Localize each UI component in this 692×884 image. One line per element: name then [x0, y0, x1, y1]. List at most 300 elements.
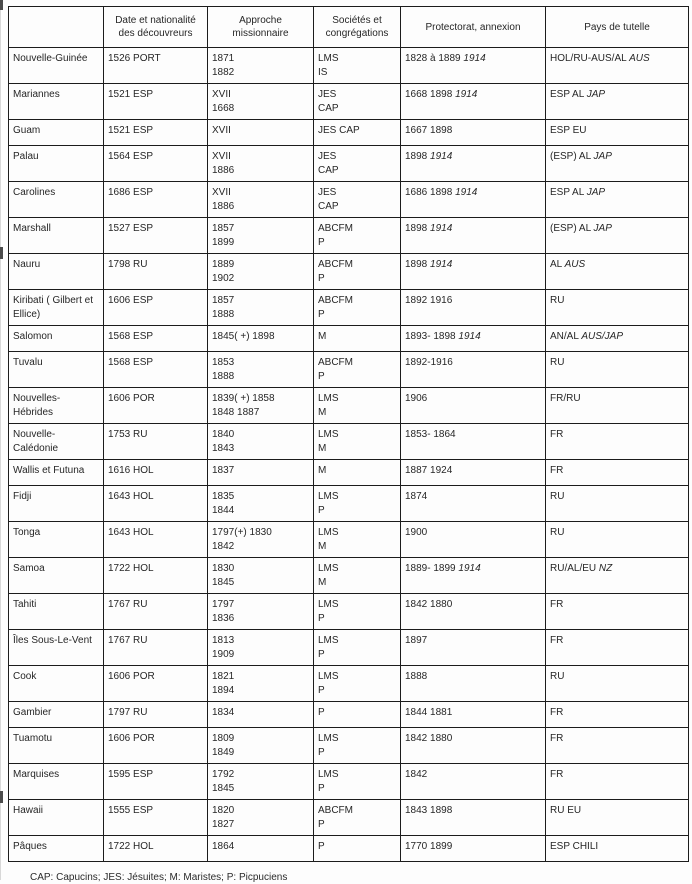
table-cell [546, 702, 689, 728]
table-cell [208, 594, 314, 630]
table-cell [104, 120, 208, 146]
cell-line: 1882 [212, 67, 235, 78]
table-cell [314, 630, 401, 666]
cell-line: Hébrides [13, 407, 54, 418]
table-cell [401, 84, 546, 120]
table-cell [104, 558, 208, 594]
table-cell [208, 486, 314, 522]
header-row [9, 7, 689, 48]
island-name-cell [9, 120, 104, 146]
cell-line: 1820 [212, 805, 235, 816]
island-name-cell [9, 326, 104, 352]
cell-line: 1886 [212, 201, 235, 212]
cell-line: JES [318, 151, 337, 162]
header-cell: Protectorat, annexion [401, 7, 546, 48]
table-row [9, 630, 689, 666]
cell-line: P [318, 273, 325, 284]
cell-line: 1753 RU [108, 429, 148, 440]
island-name-cell [9, 522, 104, 558]
scan-edge-artifact [0, 0, 3, 10]
cell-line: 1827 [212, 819, 235, 830]
table-row [9, 666, 689, 702]
table-cell [546, 800, 689, 836]
cell-line: 1887 1924 [405, 465, 453, 476]
table-cell [104, 460, 208, 486]
cell-line: Gambier [13, 707, 52, 718]
table-cell [546, 182, 689, 218]
cell-line: 1821 [212, 671, 235, 682]
cell-line: 1797 [212, 599, 235, 610]
table-row [9, 424, 689, 460]
cell-line: CAP [318, 103, 339, 114]
cell-line: JES CAP [318, 125, 360, 136]
header-cell: Pays de tutelle [546, 7, 689, 48]
table-cell [104, 702, 208, 728]
cell-line: LMS [318, 769, 339, 780]
table-cell [401, 326, 546, 352]
table-cell [546, 594, 689, 630]
cell-line: LMS [318, 563, 339, 574]
cell-line: 1906 [405, 393, 428, 404]
table-row [9, 764, 689, 800]
cell-line: 1842 [405, 769, 428, 780]
table-cell [314, 800, 401, 836]
cell-line: FR [550, 769, 564, 780]
table-cell [401, 800, 546, 836]
cell-line: P [318, 819, 325, 830]
table-cell [401, 558, 546, 594]
cell-line: 1842 1880 [405, 733, 453, 744]
table-cell [401, 254, 546, 290]
table-cell [401, 486, 546, 522]
cell-line: 1722 HOL [108, 841, 154, 852]
table-row [9, 120, 689, 146]
cell-line: 1853- 1864 [405, 429, 456, 440]
table-row [9, 702, 689, 728]
cell-line: Tuamotu [13, 733, 53, 744]
cell-line: LMS [318, 491, 339, 502]
table-cell [104, 48, 208, 84]
table-row [9, 48, 689, 84]
table-cell [314, 254, 401, 290]
cell-line: P [318, 309, 325, 320]
cell-line: 1767 RU [108, 635, 148, 646]
cell-line: ABCFM [318, 805, 353, 816]
table-cell [314, 388, 401, 424]
cell-line: HOL/RU-AUS/AL AUS [550, 53, 650, 64]
table-cell [401, 836, 546, 862]
table-cell [546, 352, 689, 388]
table-cell [314, 146, 401, 182]
cell-line: XVII [212, 151, 231, 162]
table-cell [208, 254, 314, 290]
table-row [9, 594, 689, 630]
cell-line: FR [550, 707, 564, 718]
cell-line: M [318, 541, 327, 552]
table-cell [208, 764, 314, 800]
table-cell [208, 702, 314, 728]
island-name-cell [9, 84, 104, 120]
cell-line: 1898 1914 [405, 259, 453, 270]
cell-line: Wallis et Futuna [13, 465, 85, 476]
cell-line: Nouvelle-Guinée [13, 53, 88, 64]
table-cell [208, 424, 314, 460]
cell-line: Samoa [13, 563, 45, 574]
table-cell [401, 764, 546, 800]
table-cell [401, 290, 546, 326]
cell-line: RU [550, 357, 565, 368]
table-cell [104, 326, 208, 352]
cell-line: LMS [318, 599, 339, 610]
island-name-cell [9, 254, 104, 290]
island-name-cell [9, 702, 104, 728]
cell-line: Nouvelles- [13, 393, 61, 404]
cell-line: ESP CHILI [550, 841, 599, 852]
table-row [9, 146, 689, 182]
cell-line: 1792 [212, 769, 235, 780]
cell-line: 1813 [212, 635, 235, 646]
cell-line: 1871 [212, 53, 235, 64]
table-cell [314, 666, 401, 702]
table-cell [208, 836, 314, 862]
table-cell [104, 254, 208, 290]
cell-line: 1843 1898 [405, 805, 453, 816]
table-cell [104, 666, 208, 702]
cell-line: XVII [212, 125, 231, 136]
cell-line: 1897 [405, 635, 428, 646]
cell-line: Nouvelle- [13, 429, 56, 440]
table-cell [546, 424, 689, 460]
table-cell [208, 728, 314, 764]
island-name-cell [9, 630, 104, 666]
table-row [9, 254, 689, 290]
header-cell: Sociétés et congrégations [314, 7, 401, 48]
table-cell [401, 630, 546, 666]
cell-line: 1797(+) 1830 [212, 527, 272, 538]
table-cell [104, 388, 208, 424]
scan-edge-artifact [0, 791, 3, 803]
cell-line: FR/RU [550, 393, 581, 404]
table-row [9, 84, 689, 120]
island-name-cell [9, 388, 104, 424]
table-cell [546, 290, 689, 326]
cell-line: M [318, 443, 327, 454]
table-cell [546, 558, 689, 594]
cell-line: LMS [318, 635, 339, 646]
island-name-cell [9, 800, 104, 836]
table-cell [208, 120, 314, 146]
cell-line: P [318, 707, 325, 718]
cell-line: RU EU [550, 805, 582, 816]
table-cell [314, 182, 401, 218]
table-cell [314, 460, 401, 486]
cell-line: 1595 ESP [108, 769, 154, 780]
island-name-cell [9, 836, 104, 862]
cell-line: AN/AL AUS/JAP [550, 331, 623, 342]
cell-line: P [318, 371, 325, 382]
table-cell [314, 486, 401, 522]
cell-line: CAP [318, 201, 339, 212]
table-cell [401, 594, 546, 630]
table-cell [104, 290, 208, 326]
cell-line: FR [550, 635, 564, 646]
island-name-cell [9, 728, 104, 764]
table-cell [314, 728, 401, 764]
table-header [9, 7, 689, 48]
cell-line: Hawaii [13, 805, 44, 816]
table-cell [546, 764, 689, 800]
table-cell [401, 424, 546, 460]
cell-line: 1893- 1898 1914 [405, 331, 481, 342]
table-cell [314, 764, 401, 800]
cell-line: 1668 1898 1914 [405, 89, 478, 100]
cell-line: Îles Sous-Le-Vent [13, 635, 92, 646]
cell-line: (ESP) AL JAP [550, 151, 612, 162]
table-cell [208, 352, 314, 388]
table-cell [208, 182, 314, 218]
table-cell [401, 460, 546, 486]
cell-line: 1667 1898 [405, 125, 453, 136]
cell-line: 1606 POR [108, 393, 155, 404]
cell-line: FR [550, 599, 564, 610]
cell-line: 1874 [405, 491, 428, 502]
cell-line: Cook [13, 671, 37, 682]
cell-line: 1888 [212, 309, 235, 320]
cell-line: 1837 [212, 465, 235, 476]
table-cell [104, 764, 208, 800]
table-cell [104, 182, 208, 218]
cell-line: Tahiti [13, 599, 37, 610]
table-cell [208, 146, 314, 182]
island-name-cell [9, 290, 104, 326]
table-row [9, 218, 689, 254]
table-row [9, 352, 689, 388]
table-cell [401, 666, 546, 702]
cell-line: 1770 1899 [405, 841, 453, 852]
table-cell [208, 460, 314, 486]
cell-line: 1902 [212, 273, 235, 284]
island-name-cell [9, 48, 104, 84]
cell-line: 1842 1880 [405, 599, 453, 610]
cell-line: 1568 ESP [108, 331, 154, 342]
cell-line: 1845 [212, 783, 235, 794]
cell-line: 1797 RU [108, 707, 148, 718]
cell-line: P [318, 613, 325, 624]
cell-line: 1840 [212, 429, 235, 440]
header-cell [9, 7, 104, 48]
cell-line: CAP [318, 165, 339, 176]
cell-line: ABCFM [318, 357, 353, 368]
table-cell [208, 388, 314, 424]
table-cell [208, 558, 314, 594]
table-cell [314, 424, 401, 460]
cell-line: ESP AL JAP [550, 187, 606, 198]
cell-line: M [318, 465, 327, 476]
table-cell [546, 460, 689, 486]
island-name-cell [9, 460, 104, 486]
cell-line: 1616 HOL [108, 465, 154, 476]
cell-line: 1857 [212, 295, 235, 306]
table-row [9, 326, 689, 352]
cell-line: 1643 HOL [108, 491, 154, 502]
cell-line: 1843 [212, 443, 235, 454]
table-cell [104, 522, 208, 558]
cell-line: 1848 1887 [212, 407, 260, 418]
cell-line: Carolines [13, 187, 56, 198]
island-name-cell [9, 764, 104, 800]
table-cell [208, 326, 314, 352]
cell-line: LMS [318, 53, 339, 64]
table-cell [208, 218, 314, 254]
cell-line: ABCFM [318, 223, 353, 234]
table-row [9, 558, 689, 594]
colonization-table [8, 6, 689, 862]
table-cell [314, 290, 401, 326]
table-cell [208, 522, 314, 558]
cell-line: LMS [318, 733, 339, 744]
table-cell [546, 326, 689, 352]
cell-line: P [318, 685, 325, 696]
table-cell [314, 326, 401, 352]
table-cell [314, 558, 401, 594]
cell-line: 1909 [212, 649, 235, 660]
cell-line: 1835 [212, 491, 235, 502]
island-name-cell [9, 486, 104, 522]
table-cell [546, 120, 689, 146]
cell-line: IS [318, 67, 328, 78]
cell-line: 1844 [212, 505, 235, 516]
cell-line: (ESP) AL JAP [550, 223, 612, 234]
cell-line: 1521 ESP [108, 89, 154, 100]
cell-line: Marshall [13, 223, 51, 234]
table-cell [546, 630, 689, 666]
island-name-cell [9, 424, 104, 460]
cell-line: P [318, 841, 325, 852]
footnote: CAP: Capucins; JES: Jésuites; M: Maristes; P: Picpuciens [30, 872, 288, 883]
cell-line: Mariannes [13, 89, 60, 100]
cell-line: 1767 RU [108, 599, 148, 610]
cell-line: 1836 [212, 613, 235, 624]
cell-line: ESP AL JAP [550, 89, 606, 100]
table-row [9, 290, 689, 326]
cell-line: 1845 [212, 577, 235, 588]
table-cell [208, 666, 314, 702]
cell-line: M [318, 577, 327, 588]
cell-line: LMS [318, 429, 339, 440]
table-row [9, 182, 689, 218]
table-cell [104, 84, 208, 120]
cell-line: 1686 1898 1914 [405, 187, 478, 198]
cell-line: RU [550, 671, 565, 682]
cell-line: 1900 [405, 527, 428, 538]
cell-line: 1606 POR [108, 671, 155, 682]
island-name-cell [9, 146, 104, 182]
cell-line: 1722 HOL [108, 563, 154, 574]
cell-line: Kiribati ( Gilbert et [13, 295, 94, 306]
table-cell [546, 486, 689, 522]
table-cell [208, 630, 314, 666]
table-body [9, 48, 689, 862]
table-cell [314, 522, 401, 558]
table-row [9, 486, 689, 522]
table-cell [104, 352, 208, 388]
cell-line: 1844 1881 [405, 707, 453, 718]
table-row [9, 460, 689, 486]
cell-line: 1526 PORT [108, 53, 161, 64]
cell-line: 1849 [212, 747, 235, 758]
table-cell [104, 594, 208, 630]
cell-line: P [318, 505, 325, 516]
table-cell [314, 702, 401, 728]
cell-line: 1686 ESP [108, 187, 154, 198]
scan-edge-artifact [0, 247, 3, 259]
table-cell [401, 146, 546, 182]
header-cell: Date et nationalité des découvreurs [104, 7, 208, 48]
table-cell [208, 48, 314, 84]
cell-line: LMS [318, 671, 339, 682]
cell-line: 1898 1914 [405, 223, 453, 234]
table-cell [401, 120, 546, 146]
table-cell [104, 146, 208, 182]
cell-line: JES [318, 89, 337, 100]
cell-line: 1898 1914 [405, 151, 453, 162]
cell-line: Pâques [13, 841, 47, 852]
table-cell [104, 800, 208, 836]
cell-line: Guam [13, 125, 41, 136]
table-cell [546, 388, 689, 424]
table-cell [104, 486, 208, 522]
cell-line: 1564 ESP [108, 151, 154, 162]
table-cell [314, 48, 401, 84]
island-name-cell [9, 352, 104, 388]
cell-line: 1888 [212, 371, 235, 382]
cell-line: 1830 [212, 563, 235, 574]
cell-line: ABCFM [318, 259, 353, 270]
table-cell [104, 424, 208, 460]
cell-line: 1845( +) 1898 [212, 331, 275, 342]
cell-line: P [318, 237, 325, 248]
table-cell [401, 522, 546, 558]
cell-line: 1892 1916 [405, 295, 453, 306]
cell-line: 1828 à 1889 1914 [405, 53, 486, 64]
table-cell [401, 48, 546, 84]
cell-line: RU [550, 295, 565, 306]
table-cell [208, 290, 314, 326]
cell-line: 1668 [212, 103, 235, 114]
cell-line: 1839( +) 1858 [212, 393, 275, 404]
cell-line: 1555 ESP [108, 805, 154, 816]
table-cell [208, 800, 314, 836]
table-cell [401, 352, 546, 388]
cell-line: Palau [13, 151, 39, 162]
table-row [9, 522, 689, 558]
cell-line: P [318, 783, 325, 794]
scan-edge-artifact [0, 0, 1, 880]
table-cell [104, 836, 208, 862]
table-cell [401, 702, 546, 728]
table-cell [546, 728, 689, 764]
table-row [9, 388, 689, 424]
table-cell [546, 146, 689, 182]
table-cell [314, 836, 401, 862]
table-cell [546, 84, 689, 120]
table-cell [314, 218, 401, 254]
cell-line: Salomon [13, 331, 53, 342]
table-cell [401, 182, 546, 218]
cell-line: Tuvalu [13, 357, 43, 368]
cell-line: 1521 ESP [108, 125, 154, 136]
cell-line: LMS [318, 527, 339, 538]
